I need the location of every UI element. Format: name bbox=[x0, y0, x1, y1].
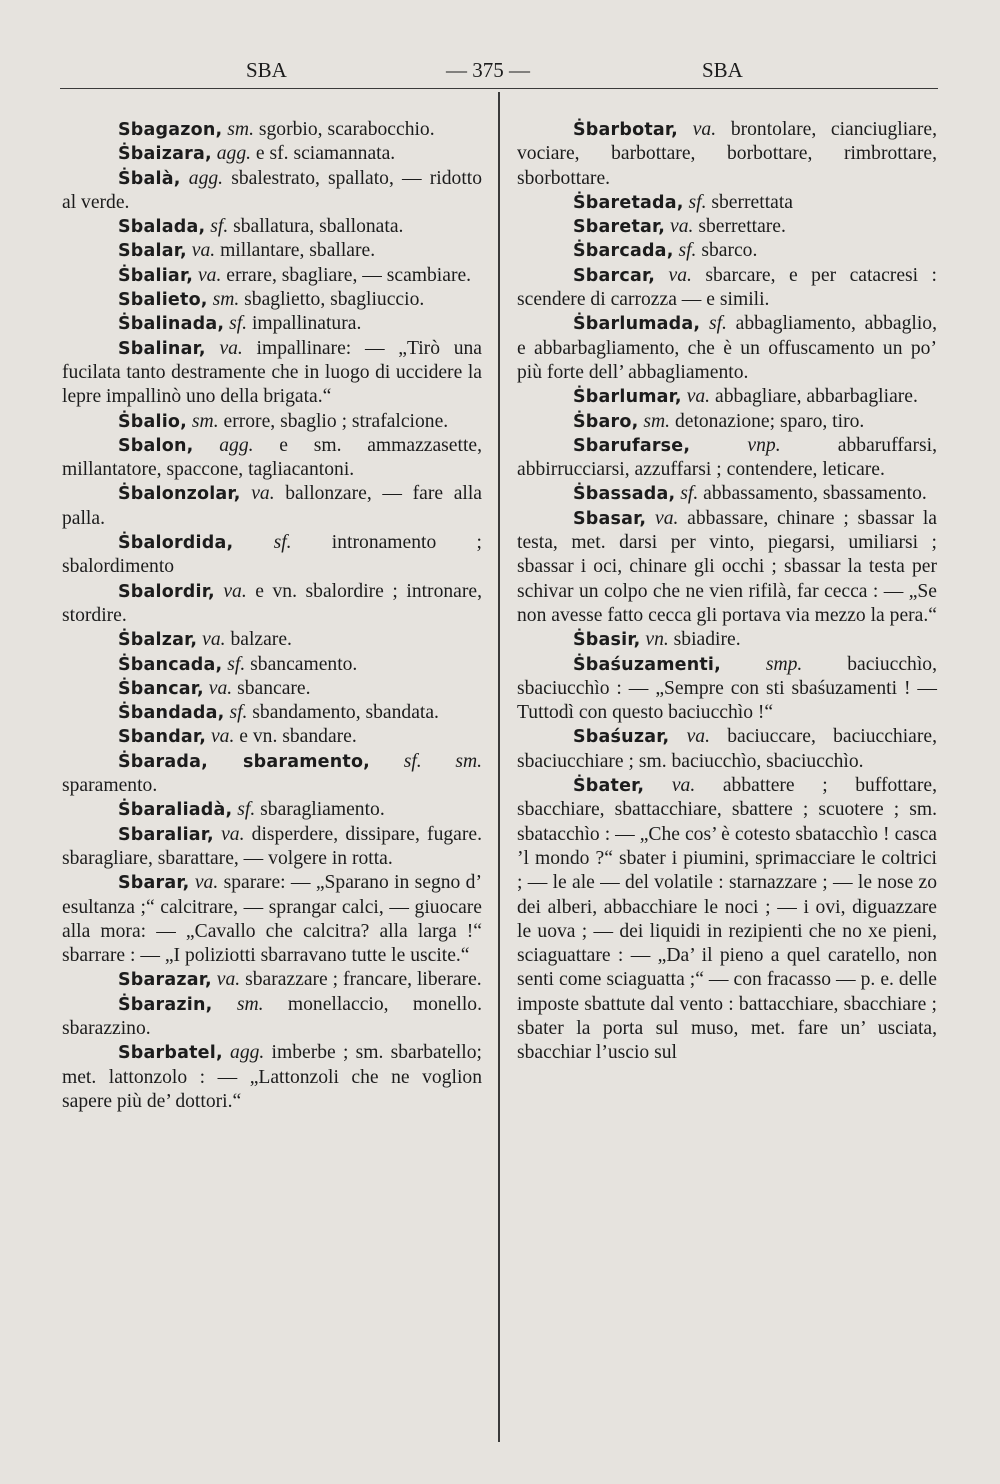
part-of-speech: va. bbox=[194, 872, 219, 894]
part-of-speech: sf. bbox=[210, 216, 229, 238]
dictionary-entry bbox=[62, 434, 482, 483]
headword: Ṡbalio, bbox=[118, 411, 188, 432]
definition: ballonzare, — fare alla palla. bbox=[62, 483, 482, 529]
dictionary-entry bbox=[62, 1041, 482, 1114]
definition: sgorbio, scarabocchio. bbox=[253, 119, 435, 140]
definition: e vn. sbalordire ; intronare, stordire. bbox=[62, 580, 482, 626]
definition: sbancamento. bbox=[245, 653, 358, 675]
definition: sbaglietto, sbagliuccio. bbox=[239, 289, 425, 311]
part-of-speech: sm. bbox=[643, 410, 671, 432]
part-of-speech: va. bbox=[210, 726, 235, 748]
dictionary-entry bbox=[517, 118, 937, 191]
definition: sparamento. bbox=[62, 775, 158, 797]
dictionary-entry bbox=[517, 239, 937, 263]
part-of-speech: va. bbox=[216, 969, 241, 991]
headword: Ṡbassada, bbox=[573, 484, 676, 505]
definition: sbandamento, sbandata. bbox=[247, 702, 439, 724]
left-column bbox=[62, 118, 482, 1114]
headword: Sbalinar, bbox=[118, 338, 206, 359]
dictionary-entry bbox=[62, 531, 482, 580]
headword: Ṡbalà, bbox=[118, 168, 181, 189]
definition: errare, sbagliare, — scambiare. bbox=[221, 264, 472, 286]
definition: sbalestrato, spallato, — ridotto al verde. bbox=[62, 167, 483, 213]
headword: Ṡbancada, bbox=[118, 654, 223, 675]
headword: Sbaretar, bbox=[573, 217, 666, 238]
definition: sballatura, sballonata. bbox=[228, 216, 404, 238]
dictionary-entry bbox=[62, 798, 482, 822]
dictionary-entry bbox=[517, 385, 937, 409]
headword: Ṡbalordida, bbox=[118, 533, 234, 554]
part-of-speech: sf. bbox=[688, 191, 707, 213]
dictionary-entry bbox=[62, 264, 482, 288]
part-of-speech: va. bbox=[221, 823, 245, 845]
part-of-speech: sf. bbox=[227, 653, 246, 675]
definition: detonazione; sparo, tiro. bbox=[670, 410, 865, 432]
headword: Sbarar, bbox=[118, 873, 190, 894]
definition: impallinare: — „Tirò una fucilata tanto destramente che in luogo di uccidere la lepre impallinò uno della brigata.“ bbox=[62, 337, 482, 408]
page-header bbox=[60, 58, 938, 90]
dictionary-entry bbox=[62, 871, 482, 968]
headword: Sbalada, bbox=[118, 217, 206, 238]
headword: Ṡbalonzolar, bbox=[118, 484, 241, 505]
page-number: — 375 — bbox=[446, 58, 530, 82]
headword: Ṡbarada, sbaramento, bbox=[118, 751, 371, 772]
headword: Ṡbalzar, bbox=[118, 630, 198, 651]
part-of-speech: sf. bbox=[229, 313, 248, 335]
definition: baciuccare, baciucchiare, sbaciucchiare ; sm. baciucchìo, sbaciucchìo. bbox=[517, 726, 937, 772]
part-of-speech: agg. bbox=[188, 167, 224, 189]
header-rule bbox=[60, 88, 938, 89]
dictionary-entry bbox=[62, 580, 482, 629]
definition: baciucchìo, sbaciucchìo : — „Sempre con sti sbaśuzamenti ! — Tuttodì con questo baciucchìo !“ bbox=[517, 653, 937, 724]
column-divider bbox=[498, 92, 500, 1442]
headword: Ṡbaśuzamenti, bbox=[573, 654, 721, 675]
dictionary-entry bbox=[62, 750, 482, 799]
part-of-speech: va. bbox=[197, 264, 222, 286]
definition: errore, sbaglio ; strafalcione. bbox=[218, 410, 449, 432]
definition: millantare, sballare. bbox=[215, 240, 376, 262]
part-of-speech: agg. bbox=[219, 434, 254, 456]
headword: Sbasar, bbox=[573, 508, 647, 529]
definition: impallinatura. bbox=[247, 313, 362, 335]
dictionary-entry bbox=[62, 653, 482, 677]
dictionary-entry bbox=[62, 118, 482, 142]
dictionary-entry bbox=[62, 239, 482, 263]
definition: e sm. ammazzasette, millantatore, spaccone, tagliacantoni. bbox=[62, 434, 482, 481]
dictionary-entry bbox=[62, 337, 482, 410]
definition: abbagliare, abbarbagliare. bbox=[710, 386, 918, 408]
dictionary-entry bbox=[517, 264, 937, 313]
headword: Ṡbancar, bbox=[118, 678, 204, 699]
definition: sbaragliamento. bbox=[255, 799, 385, 821]
part-of-speech: sf. bbox=[678, 240, 697, 262]
definition: e vn. sbandare. bbox=[234, 726, 357, 748]
part-of-speech: sf. bbox=[273, 532, 292, 554]
part-of-speech: vnp. bbox=[747, 434, 781, 456]
definition: sbancare. bbox=[232, 677, 311, 699]
dictionary-entry bbox=[62, 628, 482, 652]
part-of-speech: va. bbox=[686, 726, 710, 748]
headword: Ṡbarlumar, bbox=[573, 387, 682, 408]
headword: Ṡbandada, bbox=[118, 703, 225, 724]
dictionary-entry bbox=[62, 823, 482, 872]
dictionary-entry bbox=[62, 410, 482, 434]
headword: Sbalar, bbox=[118, 241, 187, 262]
dictionary-entry bbox=[517, 312, 937, 385]
part-of-speech: sf. bbox=[229, 702, 248, 724]
definition: abbassare, chinare ; sbassar la testa, met. darsi per vinto, piegarsi, umiliarsi ; sbassar i oci, chinare gli occhi ; sbassar la testa per schivar un colpo che ne vien rifilà, far cecca : — „Se non avesse fatto cecca gli portava via mezzo la pera.“ bbox=[517, 507, 938, 626]
dictionary-entry bbox=[517, 507, 937, 628]
part-of-speech: va. bbox=[208, 677, 233, 699]
header-left-guideword: SBA bbox=[246, 58, 287, 82]
part-of-speech: va. bbox=[671, 775, 696, 797]
definition: sbarazzare ; francare, liberare. bbox=[240, 969, 482, 991]
headword: Ṡbarbotar, bbox=[573, 120, 679, 140]
dictionary-entry bbox=[62, 142, 482, 166]
headword: Ṡbaro, bbox=[573, 411, 639, 432]
dictionary-entry bbox=[517, 774, 937, 1066]
dictionary-entry bbox=[62, 288, 482, 312]
headword: Ṡbaraliadà, bbox=[118, 800, 233, 821]
part-of-speech: agg. bbox=[230, 1042, 265, 1064]
part-of-speech: va. bbox=[191, 240, 216, 262]
definition: e sf. sciamannata. bbox=[251, 143, 396, 165]
definition: sberrettata bbox=[706, 191, 793, 213]
headword: Ṡbarcada, bbox=[573, 241, 674, 262]
part-of-speech: va. bbox=[202, 629, 226, 651]
headword: Ṡbarlumada, bbox=[573, 314, 701, 335]
part-of-speech: sf. bbox=[237, 799, 256, 821]
dictionary-entry bbox=[62, 312, 482, 336]
right-column bbox=[517, 118, 937, 1066]
definition: balzare. bbox=[225, 629, 292, 651]
part-of-speech: sm. bbox=[227, 119, 254, 140]
part-of-speech: sm. bbox=[212, 289, 240, 311]
definition: sberrettare. bbox=[693, 216, 786, 238]
headword: Ṡbater, bbox=[573, 776, 645, 797]
dictionary-entry bbox=[517, 191, 937, 215]
part-of-speech: va. bbox=[219, 337, 243, 359]
part-of-speech: sm. bbox=[236, 993, 264, 1015]
definition: brontolare, cianciugliare, vociare, barbottare, borbottare, rimbrottare, sborbottare. bbox=[517, 119, 937, 189]
part-of-speech: sf. sm. bbox=[403, 750, 482, 772]
headword: Ṡbaliar, bbox=[118, 265, 194, 286]
dictionary-entry bbox=[517, 725, 937, 774]
definition: abbagliamento, abbaglio, e abbarbagliamento, che è un offuscamento un po’ più forte dell’ abbagliamento. bbox=[517, 313, 937, 383]
dictionary-entry bbox=[62, 167, 482, 216]
headword: Sbaśuzar, bbox=[573, 727, 670, 748]
dictionary-entry bbox=[517, 434, 937, 483]
part-of-speech: va. bbox=[223, 580, 247, 602]
definition: abbattere ; buffottare, sbacchiare, sbattacchiare, sbattere ; scuotere ; sm. sbatacchìo : — „Che cos’ è cotesto sbatacchìo ! casca ’l mondo ?“ sbater i piumini, sprimacciare le coltrici ; — le ale — del volatile : starnazzare ; — le nose zo dei alberi, abbacchiare le noci ; — i ovi, diguazzare le uova ; — dei liquidi in rezipienti che no xe pieni, sciaguattare : — „Da’ il pieno a quel caratello, non senti come sciaguatta ;“ — con fracasso — p. e. delle imposte sbattute dal vento : battacchiare, sbacchiare ; sbater la porta sul muso, met. fare un’ usciata, sbacchiar l’uscio sul bbox=[517, 775, 937, 1064]
dictionary-entry bbox=[62, 725, 482, 749]
part-of-speech: va. bbox=[692, 119, 717, 140]
headword: Sbandar, bbox=[118, 727, 207, 748]
part-of-speech: va. bbox=[668, 264, 692, 286]
headword: Sbarcar, bbox=[573, 265, 656, 286]
headword: Sbarazar, bbox=[118, 970, 212, 991]
part-of-speech: agg. bbox=[216, 143, 252, 165]
part-of-speech: sf. bbox=[680, 483, 699, 505]
headword: Sbalordir, bbox=[118, 581, 215, 602]
dictionary-entry bbox=[62, 482, 482, 531]
headword: Sbarbatel, bbox=[118, 1043, 223, 1064]
dictionary-entry bbox=[517, 410, 937, 434]
part-of-speech: va. bbox=[655, 507, 679, 529]
headword: Sbalieto, bbox=[118, 290, 208, 311]
dictionary-entry bbox=[62, 215, 482, 239]
headword: Sbagazon, bbox=[118, 120, 223, 140]
headword: Sbalon, bbox=[118, 435, 194, 456]
dictionary-entry bbox=[62, 677, 482, 701]
headword: Ṡbaizara, bbox=[118, 144, 212, 165]
dictionary-entry bbox=[517, 653, 937, 726]
dictionary-entry bbox=[62, 701, 482, 725]
part-of-speech: vn. bbox=[645, 629, 669, 651]
definition: imberbe ; sm. sbarbatello; met. lattonzolo : — „Lattonzoli che ne voglion sapere più de’ dottori.“ bbox=[62, 1042, 482, 1112]
dictionary-entry bbox=[517, 628, 937, 652]
dictionary-entry bbox=[62, 993, 482, 1042]
definition: sbiadire. bbox=[668, 629, 741, 651]
definition: abbassamento, sbassamento. bbox=[698, 483, 927, 505]
headword: Ṡbasir, bbox=[573, 630, 641, 651]
headword: Sbarufarse, bbox=[573, 435, 691, 456]
definition: disperdere, dissipare, fugare. sbaragliare, sbarattare, — volgere in rotta. bbox=[62, 823, 482, 869]
headword: Ṡbalinada, bbox=[118, 314, 225, 335]
headword: Ṡbaretada, bbox=[573, 192, 684, 213]
dictionary-entry bbox=[62, 968, 482, 992]
part-of-speech: va. bbox=[686, 386, 711, 408]
part-of-speech: smp. bbox=[765, 653, 803, 675]
definition: intronamento ; sbalordimento bbox=[62, 532, 482, 578]
headword: Ṡbarazin, bbox=[118, 994, 213, 1015]
definition: abbaruffarsi, abbirrucciarsi, azzuffarsi ; contendere, leticare. bbox=[517, 434, 937, 481]
part-of-speech: sf. bbox=[708, 313, 727, 335]
definition: monellaccio, monello. sbarazzino. bbox=[62, 993, 482, 1039]
definition: sbarco. bbox=[696, 240, 758, 262]
part-of-speech: va. bbox=[670, 216, 694, 238]
part-of-speech: sm. bbox=[191, 410, 219, 432]
dictionary-entry bbox=[517, 215, 937, 239]
definition: sbarcare, e per catacresi : scendere di carrozza — e simili. bbox=[517, 264, 937, 311]
dictionary-entry bbox=[517, 482, 937, 506]
definition: sparare: — „Sparano in segno d’ esultanza ;“ calcitrare, — sprangar calci, — giuocare alla mora: — „Cavallo che calcitra? alla larga !“ sbarrare : — „I poliziotti sbarravano tutte le uscite.“ bbox=[62, 872, 483, 967]
part-of-speech: va. bbox=[251, 483, 275, 505]
headword: Sbaraliar, bbox=[118, 824, 214, 845]
header-right-guideword: SBA bbox=[702, 58, 743, 82]
